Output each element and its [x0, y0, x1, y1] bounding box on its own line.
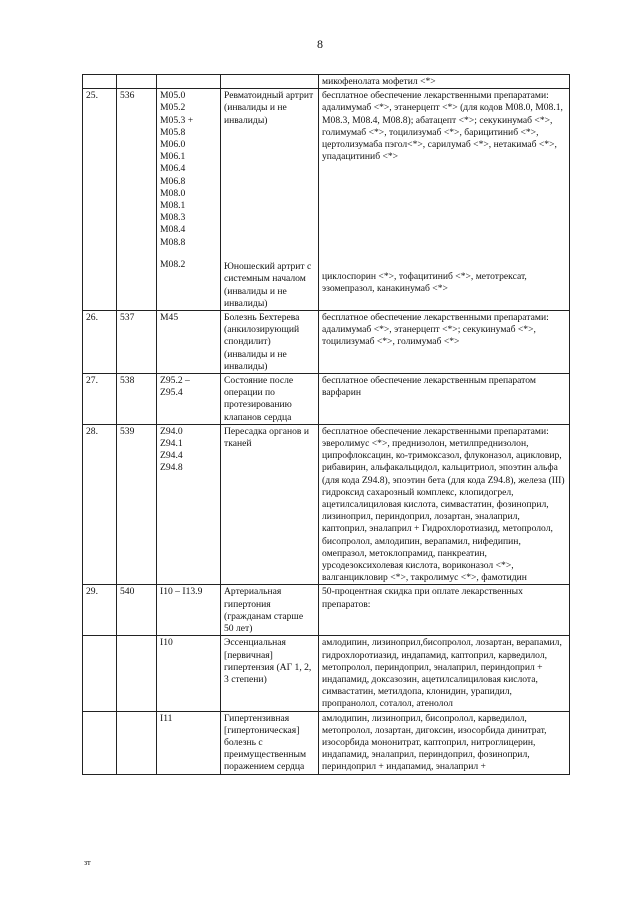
row-number: 28. — [83, 424, 117, 585]
disease-cell — [221, 89, 319, 311]
table-row — [83, 636, 570, 711]
footer-mark: зт — [84, 858, 91, 867]
disease-name: Состояние после операции по протезированию клапанов сердца — [221, 374, 319, 425]
measures-text: бесплатное обеспечение лекарственными препаратами: адалимумаб <*>, этанерцепт <*> (для кодов M08.0, M08.1, M08.3, M08.4, M08.8); абатацепт <*>; секукинумаб <*>, голимумаб <*>, тоцилизумаб <*>, барицитиниб <*>, цертолизумаба пэгол<*>, сарилумаб <*>, нетакимаб <*>, упадацитиниб <*> — [322, 90, 563, 163]
disease-name: Артериальная гипертония (гражданам старше 50 лет) — [221, 585, 319, 636]
table-row — [83, 585, 570, 636]
row-number: 27. — [83, 374, 117, 425]
disease-name: Гипертензивная [гипертоническая] болезнь с преимущественным поражением сердца — [221, 711, 319, 774]
table-row — [83, 424, 570, 585]
row-number: 29. — [83, 585, 117, 636]
icd-codes: M05.0 M05.2 M05.3 + M05.8 M06.0 M06.1 M06.4 M06.8 M08.0 M08.1 M08.3 M08.4 M08.8 — [160, 90, 194, 248]
row-code: 538 — [117, 374, 157, 425]
measures-text-secondary: циклоспорин <*>, тофацитиниб <*>, метотрексат, эзомепразол, канакинумаб <*> — [322, 271, 527, 295]
disease-name: Пересадка органов и тканей — [221, 424, 319, 585]
table-row — [83, 89, 570, 311]
row-code — [117, 75, 157, 89]
measures-text: амлодипин, лизиноприл, бисопролол, карведилол, метопролол, лозартан, дигоксин, изосорбида динитрат, изосорбида мононитрат, каптоприл, нитроглицерин, индапамид, эналаприл, периндоприл, фозиноприл, периндоприл + индапамид, эналаприл + — [319, 711, 570, 774]
table-row — [83, 374, 570, 425]
icd-codes: I11 — [157, 711, 221, 774]
icd-codes: Z95.2 – Z95.4 — [157, 374, 221, 425]
measures-text: амлодипин, лизиноприл,бисопролол, лозартан, верапамил, гидрохлоротиазид, индапамид, каптоприл, карведилол, метопролол, периндоприл, эналаприл, периндоприл + индапамид, доксазозин, ацетилсалициловая кислота, симвастатин, метилдопа, клонидин, урапидил, пропранолол, соталол, атенолол — [319, 636, 570, 711]
table-row — [83, 711, 570, 774]
row-code: 536 — [117, 89, 157, 311]
row-code: 540 — [117, 585, 157, 636]
icd-codes: M45 — [157, 311, 221, 374]
row-code — [117, 636, 157, 711]
icd-codes-secondary: M08.2 — [160, 258, 186, 270]
drug-provision-table — [82, 74, 570, 775]
row-number: 26. — [83, 311, 117, 374]
row-code — [117, 711, 157, 774]
icd-codes — [157, 75, 221, 89]
disease-name: Ревматоидный артрит (инвалиды и не инвалиды) — [224, 90, 314, 126]
icd-codes: Z94.0 Z94.1 Z94.4 Z94.8 — [157, 424, 221, 585]
row-number — [83, 75, 117, 89]
measures-text: бесплатное обеспечение лекарственным препаратом варфарин — [319, 374, 570, 425]
table-row — [83, 311, 570, 374]
measures-text: бесплатное обеспечение лекарственными препаратами: адалимумаб <*>, этанерцепт <*>; секукинумаб <*>, тоцилизумаб <*>, голимумаб <*> — [319, 311, 570, 374]
icd-codes: I10 — [157, 636, 221, 711]
measures-text: микофенолата мофетил <*> — [319, 75, 570, 89]
row-code: 537 — [117, 311, 157, 374]
disease-name-secondary: Юношеский артрит с системным началом (инвалиды и не инвалиды) — [224, 261, 312, 309]
row-number: 25. — [83, 89, 117, 311]
disease-name — [221, 75, 319, 89]
measures-text: 50-процентная скидка при оплате лекарственных препаратов: — [319, 585, 570, 636]
measures-cell — [319, 89, 570, 311]
disease-name: Болезнь Бехтерева (анкилозирующий спондилит) (инвалиды и не инвалиды) — [221, 311, 319, 374]
icd-cell — [157, 89, 221, 311]
row-number — [83, 711, 117, 774]
table-row — [83, 75, 570, 89]
measures-text: бесплатное обеспечение лекарственными препаратами: эверолимус <*>, преднизолон, метилпреднизолон, ципрофлоксацин, ко-тримоксазол, флуконазол, ацикловир, рибавирин, альфакальцидол, кальцитриол, эпоэтин альфа (для кода Z94.8), эпоэтин бета (для кода Z94.8), железа (III) гидроксид сахарозный комплекс, клопидогрел, ацетилсалициловая кислота, симвастатин, фозиноприл, лизиноприл, периндоприл, лозартан, эналаприл, каптоприл, эналаприл + Гидрохлоротиазид, метопролол, бисопролол, амлодипин, верапамил, нифедипин, омепразол, метоклопрамид, панкреатин, урсодезоксихолевая кислота, вориконазол <*>, валганцикловир <*>, такролимус <*>, фамотидин — [319, 424, 570, 585]
disease-name: Эссенциальная [первичная] гипертензия (АГ 1, 2, 3 степени) — [221, 636, 319, 711]
icd-codes: I10 – I13.9 — [157, 585, 221, 636]
row-code: 539 — [117, 424, 157, 585]
row-number — [83, 636, 117, 711]
page-number: 8 — [317, 37, 323, 51]
